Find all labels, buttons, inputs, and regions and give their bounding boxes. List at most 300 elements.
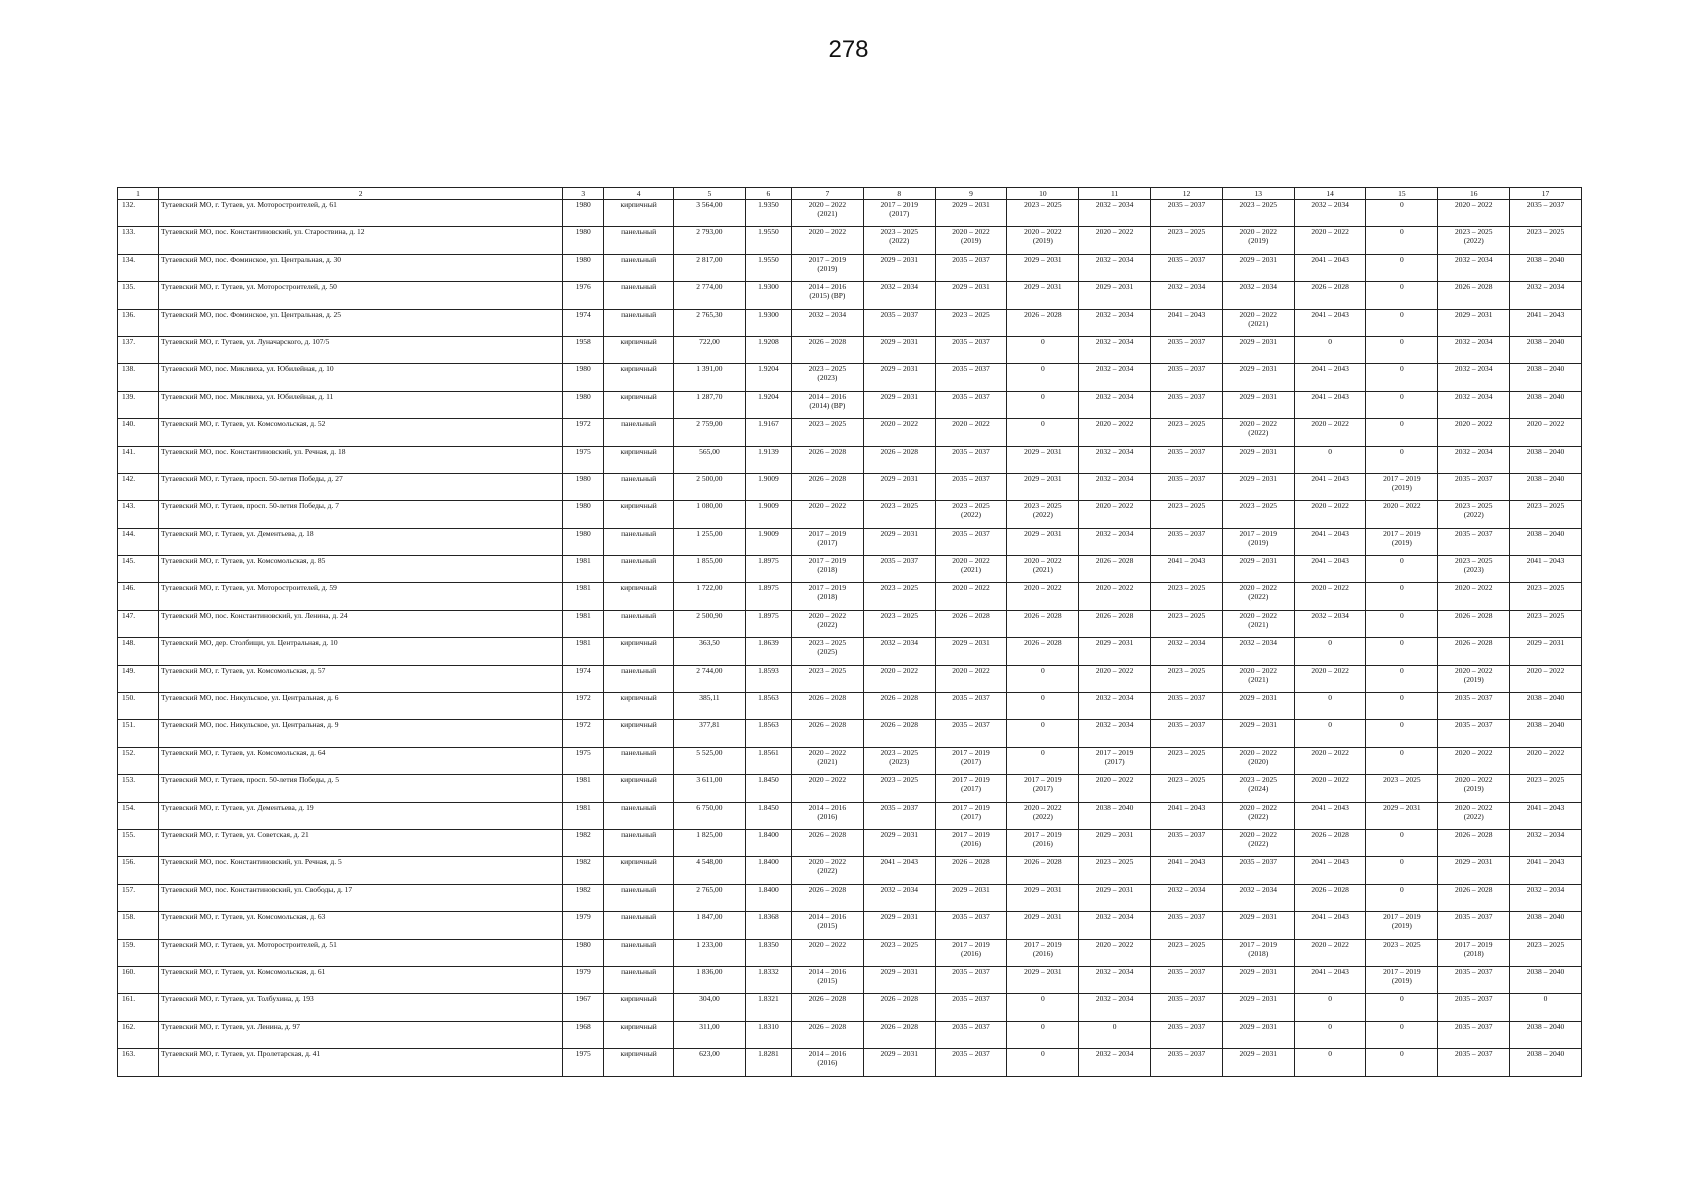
table-cell: 2029 – 2031 (1079, 638, 1151, 665)
table-cell: 0 (1294, 638, 1366, 665)
table-cell: 2026 – 2028 (1438, 829, 1510, 856)
table-cell: 2020 – 2022 (2022) (791, 857, 863, 884)
table-cell: 2020 – 2022 (1438, 419, 1510, 446)
table-cell: 2032 – 2034 (1438, 446, 1510, 473)
table-cell: 2029 – 2031 (863, 254, 935, 281)
table-cell: 2032 – 2034 (1222, 638, 1294, 665)
table-cell: 2035 – 2037 (935, 391, 1007, 418)
table-cell: кирпичный (604, 200, 674, 227)
table-cell: 2029 – 2031 (1222, 391, 1294, 418)
table-cell: 2020 – 2022 (1294, 583, 1366, 610)
table-cell: 1.8321 (745, 994, 791, 1021)
table-cell: 2032 – 2034 (1079, 200, 1151, 227)
table-cell: 722,00 (674, 336, 746, 363)
table-cell: панельный (604, 556, 674, 583)
row-number-cell: 162. (118, 1021, 159, 1048)
table-cell: 2029 – 2031 (935, 884, 1007, 911)
address-cell: Тутаевский МО, г. Тутаев, ул. Дементьева, д. 19 (159, 802, 563, 829)
table-cell: 2023 – 2025 (863, 775, 935, 802)
table-cell: 2035 – 2037 (1438, 994, 1510, 1021)
row-number-cell: 143. (118, 501, 159, 528)
table-cell: 1.9208 (745, 336, 791, 363)
table-cell: 2038 – 2040 (1510, 912, 1582, 939)
table-cell: 2023 – 2025 (2022) (863, 227, 935, 254)
table-cell: 2029 – 2031 (1007, 446, 1079, 473)
row-number-cell: 154. (118, 802, 159, 829)
address-cell: Тутаевский МО, пос. Никульское, ул. Центральная, д. 6 (159, 693, 563, 720)
table-cell: 2032 – 2034 (1079, 528, 1151, 555)
table-cell: 2035 – 2037 (1438, 1049, 1510, 1076)
table-cell: кирпичный (604, 336, 674, 363)
table-cell: 2026 – 2028 (791, 336, 863, 363)
table-cell: 2041 – 2043 (1151, 802, 1223, 829)
table-cell: 2026 – 2028 (863, 720, 935, 747)
table-cell: 1.8368 (745, 912, 791, 939)
table-cell: 2026 – 2028 (791, 829, 863, 856)
table-cell: 0 (1294, 720, 1366, 747)
table-cell: 2023 – 2025 (863, 610, 935, 637)
table-cell: 2035 – 2037 (935, 1049, 1007, 1076)
table-cell: 2020 – 2022 (2019) (1222, 227, 1294, 254)
table-cell: 2020 – 2022 (1294, 665, 1366, 692)
address-cell: Тутаевский МО, г. Тутаев, ул. Моторостроителей, д. 61 (159, 200, 563, 227)
table-cell: 2023 – 2025 (1079, 857, 1151, 884)
table-cell: 2035 – 2037 (1222, 857, 1294, 884)
table-cell: кирпичный (604, 446, 674, 473)
table-cell: 2020 – 2022 (2021) (1007, 556, 1079, 583)
table-row (118, 556, 1582, 583)
table-cell: 2020 – 2022 (1438, 200, 1510, 227)
table-cell: 2020 – 2022 (1079, 775, 1151, 802)
table-cell: 2035 – 2037 (1438, 693, 1510, 720)
table-cell: 2023 – 2025 (2025) (791, 638, 863, 665)
table-cell: 2023 – 2025 (1510, 939, 1582, 966)
table-cell: 2026 – 2028 (935, 857, 1007, 884)
table-cell: панельный (604, 227, 674, 254)
row-number-cell: 138. (118, 364, 159, 391)
address-cell: Тутаевский МО, г. Тутаев, ул. Комсомольская, д. 63 (159, 912, 563, 939)
table-cell: 2032 – 2034 (791, 309, 863, 336)
table-cell: 2 500,00 (674, 473, 746, 500)
table-cell: 2023 – 2025 (1151, 610, 1223, 637)
table-cell: 0 (1366, 638, 1438, 665)
table-cell: 1979 (563, 966, 604, 993)
address-cell: Тутаевский МО, г. Тутаев, ул. Советская, д. 21 (159, 829, 563, 856)
table-cell: 2020 – 2022 (2019) (1438, 665, 1510, 692)
table-cell: 1980 (563, 364, 604, 391)
table-cell: 2041 – 2043 (1294, 966, 1366, 993)
address-cell: Тутаевский МО, г. Тутаев, ул. Пролетарская, д. 41 (159, 1049, 563, 1076)
table-cell: 2023 – 2025 (1222, 200, 1294, 227)
table-cell: 0 (1366, 1049, 1438, 1076)
table-cell: 0 (1366, 336, 1438, 363)
table-cell: 2032 – 2034 (1510, 829, 1582, 856)
table-cell: 2023 – 2025 (791, 419, 863, 446)
table-cell: кирпичный (604, 857, 674, 884)
table-cell: 1974 (563, 309, 604, 336)
table-cell: 2032 – 2034 (1079, 693, 1151, 720)
table-cell: 2029 – 2031 (863, 364, 935, 391)
table-cell: 2023 – 2025 (1151, 583, 1223, 610)
table-cell: 2026 – 2028 (1438, 884, 1510, 911)
table-cell: 2026 – 2028 (791, 994, 863, 1021)
table-cell: 2035 – 2037 (935, 473, 1007, 500)
table-cell: 2035 – 2037 (935, 720, 1007, 747)
table-cell: 2020 – 2022 (2020) (1222, 747, 1294, 774)
table-cell: панельный (604, 419, 674, 446)
table-cell: 2023 – 2025 (863, 939, 935, 966)
row-number-cell: 159. (118, 939, 159, 966)
table-cell: 2020 – 2022 (1007, 583, 1079, 610)
table-cell: 2032 – 2034 (1151, 282, 1223, 309)
table-cell: 1.8561 (745, 747, 791, 774)
table-cell: 2029 – 2031 (1007, 254, 1079, 281)
column-header-9: 9 (935, 188, 1007, 200)
table-cell: 2038 – 2040 (1510, 720, 1582, 747)
table-cell: 1 287,70 (674, 391, 746, 418)
table-cell: 2 744,00 (674, 665, 746, 692)
table-cell: 1.8593 (745, 665, 791, 692)
table-cell: 2017 – 2019 (2016) (935, 829, 1007, 856)
table-cell: 2041 – 2043 (1294, 391, 1366, 418)
table-cell: 2032 – 2034 (1079, 364, 1151, 391)
table-cell: 0 (1007, 994, 1079, 1021)
table-cell: 2035 – 2037 (1151, 473, 1223, 500)
table-cell: 2032 – 2034 (863, 884, 935, 911)
table-cell: 2026 – 2028 (935, 610, 1007, 637)
table-cell: 2035 – 2037 (1151, 446, 1223, 473)
table-cell: 2038 – 2040 (1510, 254, 1582, 281)
table-cell: 2026 – 2028 (1438, 282, 1510, 309)
table-cell: 2 774,00 (674, 282, 746, 309)
table-cell: 2026 – 2028 (1294, 282, 1366, 309)
table-row (118, 857, 1582, 884)
table-row (118, 829, 1582, 856)
table-cell: 2038 – 2040 (1510, 336, 1582, 363)
table-row (118, 364, 1582, 391)
table-cell: 2032 – 2034 (1222, 282, 1294, 309)
address-cell: Тутаевский МО, г. Тутаев, ул. Комсомольская, д. 85 (159, 556, 563, 583)
address-cell: Тутаевский МО, пос. Фоминское, ул. Центральная, д. 30 (159, 254, 563, 281)
table-cell: 0 (1007, 1021, 1079, 1048)
table-cell: 2038 – 2040 (1510, 391, 1582, 418)
table-cell: 1975 (563, 747, 604, 774)
table-cell: 2035 – 2037 (1438, 966, 1510, 993)
table-cell: 2017 – 2019 (2019) (1366, 528, 1438, 555)
table-cell: 2017 – 2019 (2017) (791, 528, 863, 555)
table-cell: 2029 – 2031 (1222, 446, 1294, 473)
table-cell: 1.9300 (745, 309, 791, 336)
table-cell: 2041 – 2043 (1294, 556, 1366, 583)
table-cell: 2 759,00 (674, 419, 746, 446)
table-cell: 2020 – 2022 (2019) (1438, 775, 1510, 802)
table-cell: 2041 – 2043 (1294, 802, 1366, 829)
table-cell: 2020 – 2022 (1294, 501, 1366, 528)
table-cell: 2029 – 2031 (863, 473, 935, 500)
table-cell: 2020 – 2022 (2022) (1438, 802, 1510, 829)
column-header-11: 11 (1079, 188, 1151, 200)
table-cell: 2014 – 2016 (2016) (791, 1049, 863, 1076)
table-cell: 2017 – 2019 (2017) (935, 747, 1007, 774)
table-cell: 1.9350 (745, 200, 791, 227)
table-cell: 2023 – 2025 (791, 665, 863, 692)
table-cell: 2029 – 2031 (1438, 857, 1510, 884)
table-cell: 2029 – 2031 (863, 528, 935, 555)
table-cell: 2041 – 2043 (1510, 309, 1582, 336)
table-cell: 2029 – 2031 (863, 966, 935, 993)
table-cell: 1.8281 (745, 1049, 791, 1076)
table-cell: 0 (1366, 610, 1438, 637)
table-cell: 2032 – 2034 (1151, 638, 1223, 665)
table-cell: 0 (1366, 227, 1438, 254)
table-cell: 2029 – 2031 (1007, 528, 1079, 555)
table-cell: 3 611,00 (674, 775, 746, 802)
table-cell: 2020 – 2022 (2021) (791, 200, 863, 227)
table-cell: 2023 – 2025 (863, 583, 935, 610)
column-header-2: 2 (159, 188, 563, 200)
table-cell: 1 825,00 (674, 829, 746, 856)
row-number-cell: 132. (118, 200, 159, 227)
row-number-cell: 160. (118, 966, 159, 993)
table-cell: 2032 – 2034 (1079, 720, 1151, 747)
table-cell: 1 847,00 (674, 912, 746, 939)
table-cell: 2020 – 2022 (2021) (1222, 309, 1294, 336)
table-cell: 0 (1366, 693, 1438, 720)
table-cell: 2014 – 2016 (2015) (ВР) (791, 282, 863, 309)
table-row (118, 1049, 1582, 1076)
table-cell: 1.8639 (745, 638, 791, 665)
table-row (118, 610, 1582, 637)
table-cell: 2029 – 2031 (1222, 254, 1294, 281)
table-cell: 1975 (563, 446, 604, 473)
table-cell: 565,00 (674, 446, 746, 473)
address-cell: Тутаевский МО, дер. Столбищи, ул. Центральная, д. 10 (159, 638, 563, 665)
table-cell: 2023 – 2025 (1151, 501, 1223, 528)
table-cell: 2026 – 2028 (1007, 638, 1079, 665)
table-cell: 0 (1366, 857, 1438, 884)
table-cell: 2026 – 2028 (863, 1021, 935, 1048)
table-cell: 2035 – 2037 (935, 693, 1007, 720)
table-cell: 2035 – 2037 (935, 994, 1007, 1021)
address-cell: Тутаевский МО, г. Тутаев, ул. Комсомольская, д. 57 (159, 665, 563, 692)
table-cell: кирпичный (604, 994, 674, 1021)
table-cell: 2017 – 2019 (2017) (935, 802, 1007, 829)
table-cell: 1.9167 (745, 419, 791, 446)
table-cell: 2020 – 2022 (791, 227, 863, 254)
table-cell: 0 (1007, 419, 1079, 446)
table-cell: 385,11 (674, 693, 746, 720)
table-row (118, 994, 1582, 1021)
table-cell: 2020 – 2022 (1079, 227, 1151, 254)
table-cell: 2023 – 2025 (2024) (1222, 775, 1294, 802)
table-cell: 2023 – 2025 (1510, 610, 1582, 637)
table-cell: 0 (1007, 1049, 1079, 1076)
address-cell: Тутаевский МО, г. Тутаев, ул. Дементьева, д. 18 (159, 528, 563, 555)
table-cell: 2041 – 2043 (1151, 556, 1223, 583)
table-cell: 2032 – 2034 (1438, 336, 1510, 363)
table-cell: 2029 – 2031 (1222, 336, 1294, 363)
table-cell: панельный (604, 802, 674, 829)
table-cell: 2017 – 2019 (2016) (1007, 829, 1079, 856)
table-cell: 1972 (563, 693, 604, 720)
row-number-cell: 147. (118, 610, 159, 637)
table-cell: 2 793,00 (674, 227, 746, 254)
table-cell: 2020 – 2022 (2019) (935, 227, 1007, 254)
table-cell: панельный (604, 254, 674, 281)
table-cell: 1980 (563, 227, 604, 254)
table-cell: 2029 – 2031 (863, 912, 935, 939)
table-cell: 2020 – 2022 (1294, 939, 1366, 966)
table-cell: кирпичный (604, 364, 674, 391)
table-cell: 2020 – 2022 (2022) (1007, 802, 1079, 829)
table-cell: 2026 – 2028 (1079, 610, 1151, 637)
table-cell: 2035 – 2037 (935, 446, 1007, 473)
column-header-7: 7 (791, 188, 863, 200)
table-row (118, 912, 1582, 939)
column-header-16: 16 (1438, 188, 1510, 200)
row-number-cell: 158. (118, 912, 159, 939)
table-cell: 2032 – 2034 (1151, 884, 1223, 911)
row-number-cell: 153. (118, 775, 159, 802)
table-cell: 0 (1007, 720, 1079, 747)
table-cell: 2020 – 2022 (1294, 775, 1366, 802)
address-cell: Тутаевский МО, г. Тутаев, ул. Моторостроителей, д. 59 (159, 583, 563, 610)
row-number-cell: 137. (118, 336, 159, 363)
table-cell: 2032 – 2034 (1438, 364, 1510, 391)
table-cell: панельный (604, 473, 674, 500)
table-cell: 2035 – 2037 (1151, 528, 1223, 555)
table-cell: 4 548,00 (674, 857, 746, 884)
table-cell: 2038 – 2040 (1510, 1021, 1582, 1048)
column-header-12: 12 (1151, 188, 1223, 200)
table-cell: 2029 – 2031 (1007, 282, 1079, 309)
table-cell: 2041 – 2043 (1510, 556, 1582, 583)
table-cell: 2020 – 2022 (2022) (1222, 419, 1294, 446)
table-cell: 2035 – 2037 (935, 364, 1007, 391)
table-cell: 1 722,00 (674, 583, 746, 610)
table-cell: 2035 – 2037 (1510, 200, 1582, 227)
table-cell: 1980 (563, 528, 604, 555)
table-cell: кирпичный (604, 391, 674, 418)
table-cell: 2026 – 2028 (1438, 638, 1510, 665)
table-cell: 0 (1294, 1021, 1366, 1048)
table-cell: 2020 – 2022 (1294, 419, 1366, 446)
table-cell: 1.8563 (745, 693, 791, 720)
table-cell: 1.8975 (745, 583, 791, 610)
table-cell: 0 (1294, 336, 1366, 363)
table-cell: 0 (1366, 419, 1438, 446)
table-cell: 2029 – 2031 (1222, 720, 1294, 747)
table-cell: 1 233,00 (674, 939, 746, 966)
table-cell: 1.9009 (745, 501, 791, 528)
row-number-cell: 142. (118, 473, 159, 500)
table-cell: 2035 – 2037 (1151, 200, 1223, 227)
table-cell: 2020 – 2022 (1510, 419, 1582, 446)
table-cell: 0 (1007, 665, 1079, 692)
table-cell: 2023 – 2025 (2022) (935, 501, 1007, 528)
row-number-cell: 140. (118, 419, 159, 446)
table-cell: панельный (604, 309, 674, 336)
address-cell: Тутаевский МО, г. Тутаев, ул. Толбухина, д. 193 (159, 994, 563, 1021)
table-cell: 2017 – 2019 (2017) (1079, 747, 1151, 774)
table-cell: 2035 – 2037 (1151, 254, 1223, 281)
table-cell: 1.8975 (745, 610, 791, 637)
table-cell: 2029 – 2031 (935, 200, 1007, 227)
table-cell: 2032 – 2034 (1079, 336, 1151, 363)
table-cell: 2026 – 2028 (1007, 309, 1079, 336)
table-cell: 2032 – 2034 (1079, 254, 1151, 281)
table-cell: 2041 – 2043 (1294, 857, 1366, 884)
table-cell: 1.9139 (745, 446, 791, 473)
table-cell: 1967 (563, 994, 604, 1021)
table-cell: 2038 – 2040 (1079, 802, 1151, 829)
table-cell: 2023 – 2025 (2023) (791, 364, 863, 391)
table-cell: панельный (604, 528, 674, 555)
table-cell: 2023 – 2025 (1510, 227, 1582, 254)
table-cell: 2032 – 2034 (863, 282, 935, 309)
table-cell: 0 (1294, 1049, 1366, 1076)
table-cell: 623,00 (674, 1049, 746, 1076)
table-cell: 2041 – 2043 (1510, 802, 1582, 829)
table-cell: 2023 – 2025 (1151, 747, 1223, 774)
table-cell: 2041 – 2043 (1151, 857, 1223, 884)
table-cell: 2023 – 2025 (2022) (1007, 501, 1079, 528)
table-cell: 1975 (563, 1049, 604, 1076)
table-cell: 2029 – 2031 (1007, 884, 1079, 911)
table-cell: 2029 – 2031 (863, 1049, 935, 1076)
table-cell: 0 (1366, 994, 1438, 1021)
table-cell: 2029 – 2031 (1438, 309, 1510, 336)
row-number-cell: 151. (118, 720, 159, 747)
table-cell: 1979 (563, 912, 604, 939)
table-cell: 2032 – 2034 (1510, 282, 1582, 309)
table-cell: 2038 – 2040 (1510, 528, 1582, 555)
table-cell: 1.8400 (745, 884, 791, 911)
table-cell: 2035 – 2037 (1151, 1049, 1223, 1076)
table-cell: 2023 – 2025 (2023) (863, 747, 935, 774)
table-cell: 2032 – 2034 (1079, 966, 1151, 993)
table-cell: 2020 – 2022 (2021) (935, 556, 1007, 583)
table-cell: 2020 – 2022 (1294, 227, 1366, 254)
table-cell: 363,50 (674, 638, 746, 665)
table-cell: 0 (1007, 747, 1079, 774)
table-cell: 1.9204 (745, 364, 791, 391)
table-cell: 0 (1366, 282, 1438, 309)
table-cell: 2023 – 2025 (1151, 419, 1223, 446)
table-cell: 1.9009 (745, 528, 791, 555)
table-cell: 2020 – 2022 (1079, 583, 1151, 610)
table-cell: 1976 (563, 282, 604, 309)
table-cell: 1.8400 (745, 829, 791, 856)
table-cell: панельный (604, 282, 674, 309)
table-cell: 2017 – 2019 (2019) (1366, 912, 1438, 939)
table-cell: 2017 – 2019 (2018) (1438, 939, 1510, 966)
table-cell: 0 (1294, 994, 1366, 1021)
table-body (118, 200, 1582, 1077)
table-cell: 2 817,00 (674, 254, 746, 281)
table-row (118, 446, 1582, 473)
table-cell: 2017 – 2019 (2016) (935, 939, 1007, 966)
table-cell: 2029 – 2031 (1222, 1049, 1294, 1076)
table-cell: 2029 – 2031 (1222, 966, 1294, 993)
table-cell: 2 500,90 (674, 610, 746, 637)
column-header-6: 6 (745, 188, 791, 200)
table-cell: 2032 – 2034 (1294, 200, 1366, 227)
table-row (118, 966, 1582, 993)
table-cell: 2032 – 2034 (1079, 1049, 1151, 1076)
table-cell: 2020 – 2022 (2021) (1222, 665, 1294, 692)
table-cell: 2020 – 2022 (1438, 747, 1510, 774)
